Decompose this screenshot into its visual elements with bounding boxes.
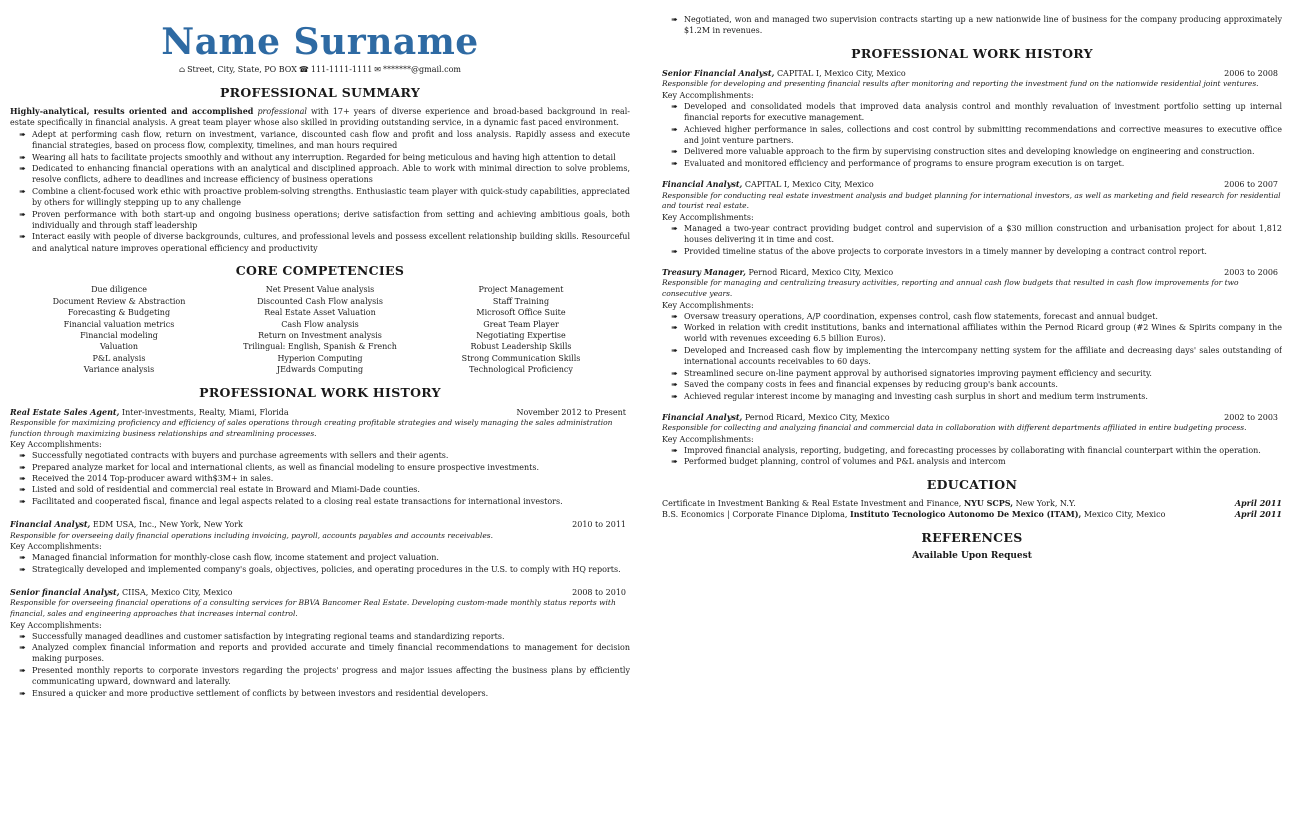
job-dates: 2006 to 2008 <box>1224 68 1278 78</box>
competency-item: Technological Proficiency <box>469 365 573 375</box>
competency-item: Staff Training <box>492 296 550 306</box>
list-item: ➠ Achieved regular interest income by managing and investing cash surplus in short and medium term instruments. <box>671 391 1148 401</box>
job-header <box>662 412 1282 423</box>
competency-item: Financial modeling <box>80 330 158 340</box>
arrow-bullet-icon: ➠ <box>671 345 678 355</box>
job-description: Responsible for overseeing financial operations of a consulting services for BBVA Bancomer Real Estate. Developing custom-made monthly status reports with financial, sales and engineering approaches that increases internal control. <box>10 598 616 618</box>
job-company: Inter-investments, Realty, Miami, Florida <box>121 407 289 417</box>
arrow-bullet-icon: ➠ <box>19 462 26 472</box>
continued-bullets <box>662 14 1282 37</box>
list-item: ➠ Successfully managed deadlines and customer satisfaction by integrating regional teams and standardizing reports. <box>19 631 505 641</box>
job-description: Responsible for collecting and analyzing financial and commercial data in collaboration with different departments affiliated in entire budgeting process. <box>662 423 1247 433</box>
job-header <box>662 267 1282 278</box>
contact-line <box>10 64 630 76</box>
arrow-bullet-icon: ➠ <box>19 186 26 196</box>
competencies-heading: CORE COMPETENCIES <box>235 263 405 279</box>
arrow-bullet-icon: ➠ <box>19 631 26 641</box>
competency-item: Financial valuation metrics <box>63 319 175 329</box>
work-history-heading: PROFESSIONAL WORK HISTORY <box>199 384 441 400</box>
education-list <box>662 498 1282 521</box>
job-dates: 2002 to 2003 <box>1224 412 1278 422</box>
job-title: Financial Analyst, <box>662 179 743 190</box>
email-text: *******@gmail.com <box>383 65 462 74</box>
list-item: ➠ Adept at performing cash flow, return on investment, variance, discounted cash flow and profit and loss analysis. Rapidly assess and execute financial strategies, based on process flow, complexity, timelines, and man hours required <box>19 129 630 151</box>
list-item: ➠ Delivered more valuable approach to the firm by supervising construction sites and developing knowledge on engineering and construction. <box>671 147 1255 157</box>
job-entry <box>10 519 630 575</box>
job-header <box>10 407 630 418</box>
job-entry <box>10 587 630 699</box>
summary-bullets <box>10 129 630 254</box>
key-accomplishments-label: Key Accomplishments: <box>662 300 754 310</box>
list-item: ➠ Combine a client-focused work ethic with proactive problem-solving strengths. Enthusiastic team player with quick-study capabilities, appreciated by others for willingly stepping up to any challenge <box>19 186 630 208</box>
job-bullets <box>662 311 1282 402</box>
job-entry <box>662 412 1282 468</box>
competency-item: Project Management <box>478 285 564 295</box>
work-history-heading-continued: PROFESSIONAL WORK HISTORY <box>851 45 1093 61</box>
competency-item: Hyperion Computing <box>277 353 363 363</box>
list-item: ➠ Prepared analyze market for local and international clients, as well as financial modeling to ensure prospective investments. <box>19 462 540 472</box>
list-item: ➠ Strategically developed and implemented company's goals, objectives, policies, and operating procedures in the U.S. to comply with HQ reports. <box>19 564 621 574</box>
list-item: ➠ Presented monthly reports to corporate investors regarding the projects' progress and major issues affecting the business plans by efficiently communicating upward, downward and laterally. <box>19 665 630 687</box>
summary-lead <box>10 106 630 129</box>
key-accomplishments-label: Key Accomplishments: <box>662 212 754 222</box>
list-item: ➠ Performed budget planning, control of volumes and P&L analysis and intercom <box>671 457 1006 467</box>
job-entry <box>10 407 630 508</box>
list-item: ➠ Listed and sold of residential and commercial real estate in Broward and Miami-Dade counties. <box>19 485 420 495</box>
list-item: ➠ Worked in relation with credit institutions, banks and international affiliates within the Pernod Ricard group (#2 Wines & Spirits company in the world with revenues exceeding 6.5 billion Euros). <box>671 323 1282 344</box>
job-title: Treasury Manager, <box>662 267 746 278</box>
competency-item: Discounted Cash Flow analysis <box>257 296 383 306</box>
list-item: ➠ Provided timeline status of the above projects to corporate investors in a timely manner by developing a contract control report. <box>671 246 1207 256</box>
summary-lead-rest: with 17+ years of diverse experience and broad-based background in real-estate specifically in financial analysis. A great team player whose also skilled in providing outstanding service, in a dynamic fast paced environment. <box>10 107 630 128</box>
references-text: Available Upon Request <box>912 550 1032 561</box>
email-icon: ✉ <box>374 65 381 74</box>
key-accomplishments-label: Key Accomplishments: <box>10 542 102 552</box>
arrow-bullet-icon: ➠ <box>19 451 26 461</box>
job-dates: 2010 to 2011 <box>572 520 626 530</box>
arrow-bullet-icon: ➠ <box>671 223 678 233</box>
job-description: Responsible for overseeing daily financial operations including invoicing, payroll, accounts payables and accounts receivables. <box>10 530 494 540</box>
resume-page-left <box>10 0 630 827</box>
job-bullets <box>662 223 1282 257</box>
job-header <box>10 587 630 598</box>
phone-icon: ☎ <box>298 65 309 74</box>
arrow-bullet-icon: ➠ <box>671 391 678 401</box>
education-date: April 2011 <box>1234 509 1282 520</box>
job-bullets <box>10 450 630 507</box>
summary-lead-bold: Highly-analytical, results oriented and accomplished <box>10 106 254 116</box>
competency-item: Negotiating Expertise <box>476 330 566 340</box>
job-entry <box>662 68 1282 169</box>
competency-item: Strong Communication Skills <box>461 353 581 363</box>
job-header <box>662 179 1282 190</box>
job-description: Responsible for maximizing proficiency and efficiency of sales operations through creating profitable strategies and wisely managing the sales administration function through maximizing business relationships and streamlining processes. <box>10 417 613 438</box>
list-item: ➠ Dedicated to enhancing financial operations with an analytical and disciplined approach. Able to work with minimal direction to solve problems, resolve conflicts, adhere to deadlines and increase efficiency of business operations <box>19 164 630 185</box>
list-item: ➠ Evaluated and monitored efficiency and performance of programs to ensure program execution is on target. <box>671 158 1125 168</box>
education-row: B.S. Economics | Corporate Finance Diploma, Instituto Tecnologico Autonomo De Mexico (ITAM), Mexico City, Mexico April 2011 <box>662 509 1282 520</box>
key-accomplishments-label: Key Accomplishments: <box>662 434 754 444</box>
education-date: April 2011 <box>1234 497 1282 508</box>
competency-item: Return on Investment analysis <box>258 330 382 340</box>
arrow-bullet-icon: ➠ <box>19 553 26 563</box>
arrow-bullet-icon: ➠ <box>671 147 678 157</box>
job-header <box>662 68 1282 79</box>
arrow-bullet-icon: ➠ <box>671 15 678 24</box>
competencies-col-1 <box>20 284 218 375</box>
arrow-bullet-icon: ➠ <box>19 152 26 162</box>
job-dates: 2008 to 2010 <box>572 587 626 597</box>
arrow-bullet-icon: ➠ <box>19 485 26 495</box>
competency-item: Due diligence <box>91 285 147 295</box>
job-description: Responsible for developing and presenting financial results after monitoring and reporting the investment fund on the nationwide residential joint ventures. <box>662 79 1259 89</box>
list-item: ➠ Developed and consolidated models that improved data analysis control and monthly revaluation of investment portfolio setting up internal financial reports for executive management. <box>671 101 1282 123</box>
job-company: Pernod Ricard, Mexico City, Mexico <box>744 412 890 422</box>
competency-item: Document Review & Abstraction <box>52 296 186 306</box>
education-row: Certificate in Investment Banking & Real Estate Investment and Finance, NYU SCPS, New York, N.Y. April 2011 <box>662 497 1282 508</box>
arrow-bullet-icon: ➠ <box>671 311 678 321</box>
competencies-grid <box>10 284 630 375</box>
address-text: Street, City, State, PO BOX <box>187 65 297 74</box>
arrow-bullet-icon: ➠ <box>671 158 678 168</box>
job-description: Responsible for conducting real estate investment analysis and budget planning for international investors, as well as marketing and field research for residential and tourist real estate. <box>662 190 1281 211</box>
arrow-bullet-icon: ➠ <box>19 564 26 574</box>
job-company: CIISA, Mexico City, Mexico <box>122 587 233 597</box>
list-item: ➠ Negotiated, won and managed two supervision contracts starting up a new nationwide line of business for the company producing approximately $1.2M in revenues. <box>671 15 1282 36</box>
resume-name: Name Surname <box>161 21 479 63</box>
competencies-col-3 <box>422 284 620 375</box>
job-title: Senior Financial Analyst, <box>662 67 775 78</box>
competency-item: Cash Flow analysis <box>281 319 359 329</box>
list-item: ➠ Managed financial information for monthly-close cash flow, income statement and project valuation. <box>19 553 439 563</box>
list-item: ➠ Successfully negotiated contracts with buyers and purchase agreements with sellers and their agents. <box>19 451 449 461</box>
education-heading: EDUCATION <box>926 476 1018 492</box>
job-dates: 2003 to 2006 <box>1224 268 1278 278</box>
list-item: ➠ Analyzed complex financial information and reports and provided accurate and timely financial recommendations to management for decision making purposes. <box>19 642 630 664</box>
competency-item: Forecasting & Budgeting <box>67 308 171 318</box>
job-title: Financial Analyst, <box>662 411 743 422</box>
competency-item: Net Present Value analysis <box>265 285 375 295</box>
job-bullets <box>662 101 1282 169</box>
arrow-bullet-icon: ➠ <box>19 164 26 174</box>
arrow-bullet-icon: ➠ <box>19 688 26 698</box>
arrow-bullet-icon: ➠ <box>671 368 678 378</box>
list-item: ➠ Ensured a quicker and more productive settlement of conflicts by between investors and residential developers. <box>19 688 489 698</box>
competency-item: Trilingual: English, Spanish & French <box>243 342 397 352</box>
arrow-bullet-icon: ➠ <box>19 665 26 675</box>
job-company: Pernod Ricard, Mexico City, Mexico <box>748 268 894 278</box>
key-accomplishments-label: Key Accomplishments: <box>10 440 102 450</box>
job-entry <box>662 179 1282 257</box>
job-bullets <box>10 552 630 575</box>
competencies-col-2 <box>221 284 419 375</box>
list-item: ➠ Facilitated and cooperated fiscal, finance and legal aspects related to a closing real estate transactions for international investors. <box>19 496 563 506</box>
arrow-bullet-icon: ➠ <box>671 323 678 333</box>
arrow-bullet-icon: ➠ <box>671 246 678 256</box>
job-bullets <box>662 445 1282 468</box>
job-company: EDM USA, Inc., New York, New York <box>92 520 243 530</box>
job-entry <box>662 267 1282 402</box>
list-item: ➠ Proven performance with both start-up and ongoing business operations; derive satisfaction from setting and achieving ambitious goals, both individually and through staff leadership <box>19 209 630 231</box>
arrow-bullet-icon: ➠ <box>671 101 678 111</box>
summary-heading: PROFESSIONAL SUMMARY <box>219 85 421 100</box>
job-header <box>10 519 630 530</box>
competency-item: Robust Leadership Skills <box>470 342 572 352</box>
job-company: CAPITAL I, Mexico City, Mexico <box>776 68 906 78</box>
arrow-bullet-icon: ➠ <box>19 496 26 506</box>
summary-lead-italic: professional <box>257 107 307 116</box>
key-accomplishments-label: Key Accomplishments: <box>662 90 754 100</box>
job-title: Real Estate Sales Agent, <box>10 406 120 417</box>
competency-item: JEdwards Computing <box>276 365 364 375</box>
home-icon: ⌂ <box>178 65 186 74</box>
arrow-bullet-icon: ➠ <box>671 445 678 455</box>
job-dates: November 2012 to Present <box>516 407 626 417</box>
list-item: ➠ Improved financial analysis, reporting, budgeting, and forecasting processes by collaborating with financial counterpart within the operation. <box>671 445 1261 455</box>
job-company: CAPITAL I, Mexico City, Mexico <box>744 180 874 190</box>
competency-item: Real Estate Asset Valuation <box>264 308 376 318</box>
job-dates: 2006 to 2007 <box>1224 180 1278 190</box>
arrow-bullet-icon: ➠ <box>671 457 678 467</box>
references-heading: REFERENCES <box>921 529 1023 545</box>
job-title: Financial Analyst, <box>10 519 91 530</box>
competency-item: P&L analysis <box>92 353 146 363</box>
job-description: Responsible for managing and centralizing treasury activities, reporting and annual cash flow budgets that resulted in cash flow improvements for two consecutive years. <box>662 278 1239 299</box>
list-item: ➠ Streamlined secure on-line payment approval by authorised signatories improving payment efficiency and security. <box>671 368 1152 378</box>
list-item: ➠ Achieved higher performance in sales, collections and cost control by submitting recommendations and corrective measures to executive office and joint venture partners. <box>671 124 1282 146</box>
key-accomplishments-label: Key Accomplishments: <box>10 620 102 630</box>
phone-text: 111-1111-1111 <box>310 65 373 74</box>
competency-item: Microsoft Office Suite <box>476 308 566 318</box>
list-item: ➠ Oversaw treasury operations, A/P coordination, expenses control, cash flow statements, forecast and annual budget. <box>671 311 1158 321</box>
job-bullets <box>10 631 630 699</box>
list-item: ➠ Received the 2014 Top-producer award with$3M+ in sales. <box>19 473 274 483</box>
arrow-bullet-icon: ➠ <box>19 642 26 652</box>
list-item: ➠ Saved the company costs in fees and financial expenses by reducing group's bank accounts. <box>671 380 1058 390</box>
competency-item: Variance analysis <box>83 365 155 375</box>
arrow-bullet-icon: ➠ <box>19 209 26 219</box>
arrow-bullet-icon: ➠ <box>671 380 678 390</box>
list-item: ➠ Wearing all hats to facilitate projects smoothly and without any interruption. Regarded for being meticulous and having high attention to detail <box>19 152 616 162</box>
arrow-bullet-icon: ➠ <box>19 129 26 139</box>
competency-item: Valuation <box>99 342 139 352</box>
arrow-bullet-icon: ➠ <box>19 473 26 483</box>
list-item: ➠ Interact easily with people of diverse backgrounds, cultures, and professional levels and possess excellent relationship building skills. Resourceful and analytical nature improves operational efficiency and productivity <box>19 232 630 253</box>
arrow-bullet-icon: ➠ <box>19 232 26 242</box>
resume-page-right <box>662 0 1282 827</box>
competency-item: Great Team Player <box>483 319 559 329</box>
job-title: Senior financial Analyst, <box>10 586 120 597</box>
list-item: ➠ Developed and Increased cash flow by implementing the intercompany netting system for the affiliate and decreasing days' sales outstanding of international accounts receivables to 60 days. <box>671 345 1282 367</box>
list-item: ➠ Managed a two-year contract providing budget control and supervision of a $30 million construction and urbanisation project for about 1,812 houses delivering it in time and cost. <box>671 223 1282 245</box>
arrow-bullet-icon: ➠ <box>671 124 678 134</box>
